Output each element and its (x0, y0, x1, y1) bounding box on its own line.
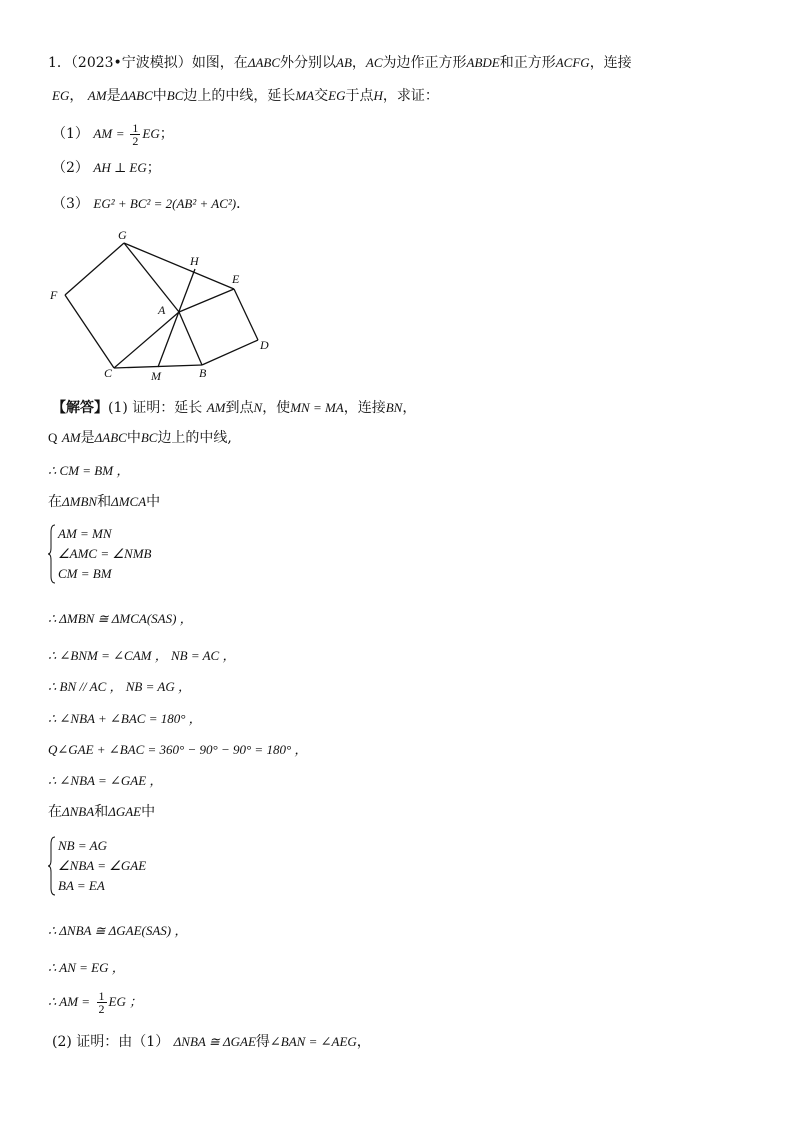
math: MN = MA (290, 400, 344, 415)
math: AB (336, 55, 352, 70)
question-label: （3） (52, 196, 89, 212)
math: AM (206, 400, 226, 415)
question-3 (52, 194, 250, 214)
denominator: 2 (98, 1001, 105, 1016)
problem-line-1 (48, 53, 632, 73)
system-lines (58, 524, 151, 584)
solution-line-5: ∴ ΔMBN ≅ ΔMCA(SAS) ， (48, 611, 193, 626)
label-e: E (232, 272, 240, 286)
math: ΔABC (247, 55, 280, 70)
segment-ag (124, 243, 179, 312)
math: ACFG (555, 55, 590, 70)
label-f: F (50, 288, 58, 302)
label-c: C (104, 366, 113, 380)
text: 边上的中线, (157, 430, 232, 446)
math: ΔABC (94, 430, 127, 445)
solution-line-8: ∴ ∠NBA + ∠BAC = 180° ， (48, 711, 202, 726)
text: 和 (94, 804, 109, 820)
system-line: AM = MN (58, 526, 112, 541)
math: Q (48, 430, 58, 445)
label-g: G (118, 228, 127, 242)
segment-ge (124, 243, 234, 289)
solution-line-4 (48, 492, 160, 512)
question-1 (52, 120, 174, 148)
brace (48, 836, 56, 896)
text: 和 (97, 494, 112, 510)
math: ABDE (466, 55, 500, 70)
question-label: （2） (52, 160, 89, 176)
segment-ba (179, 312, 202, 365)
math: BC (140, 430, 158, 445)
math: EG (328, 88, 346, 103)
math: AM (93, 126, 113, 141)
brace (48, 524, 56, 584)
geometry-figure (40, 225, 280, 387)
solution-line-3: ∴ CM = BM ， (48, 463, 130, 478)
text: ， (402, 400, 417, 416)
math: N (253, 400, 263, 415)
text: ， (356, 1034, 371, 1050)
math: ΔNBA (62, 804, 95, 819)
problem-number: 1． (48, 55, 71, 71)
text: 边上的中线，延长 (183, 88, 296, 104)
text: 到点 (225, 400, 254, 416)
segment-ae (179, 289, 234, 312)
solution-line-15 (52, 1032, 371, 1052)
label-d: D (260, 338, 269, 352)
numerator: 1 (132, 120, 139, 135)
text: 中 (152, 88, 167, 104)
fraction (97, 990, 107, 1015)
solution-line-2 (48, 428, 232, 448)
system-line: CM = BM (58, 566, 112, 581)
system-lines (58, 836, 146, 896)
math: ΔABC (120, 88, 153, 103)
text: ，连接 (589, 55, 632, 71)
text: 是 (106, 88, 121, 104)
question-label: （1） (52, 126, 89, 142)
solution-line-12: ∴ ΔNBA ≅ ΔGAE(SAS) ， (48, 923, 188, 938)
text: 在 (48, 494, 62, 510)
math: EG (142, 126, 160, 141)
math: AM (87, 88, 107, 103)
math: EG ； (108, 994, 143, 1009)
solution-tag: 【解答】 (52, 400, 108, 416)
text: 得 (255, 1034, 270, 1050)
fraction (130, 122, 140, 147)
label-b: B (199, 366, 207, 380)
system-line: ∠AMC = ∠NMB (58, 546, 152, 561)
text: ． (236, 196, 251, 212)
segment-mh (158, 269, 195, 367)
text: 于点 (345, 88, 374, 104)
text: (1) 证明：延长 (108, 400, 203, 416)
math: ∠BAN = ∠AEG (269, 1034, 357, 1049)
text: ，连接 (343, 400, 386, 416)
text: 在 (48, 804, 62, 820)
system-line: ∠NBA = ∠GAE (58, 858, 147, 873)
text: 和正方形 (499, 55, 556, 71)
math: BN (385, 400, 403, 415)
label-h: H (190, 254, 199, 268)
label-m: M (151, 369, 161, 383)
label-a: A (158, 303, 166, 317)
text: 中 (146, 494, 161, 510)
text: 中 (126, 430, 141, 446)
math: ΔGAE (108, 804, 142, 819)
math: BC (166, 88, 184, 103)
math: H (373, 88, 383, 103)
question-2 (52, 158, 161, 178)
math: = (116, 126, 124, 141)
text: ； (146, 160, 161, 176)
math: AH ⊥ EG (93, 160, 147, 175)
math: ΔMCA (111, 494, 147, 509)
text: ，使 (262, 400, 291, 416)
text: ； (159, 126, 174, 142)
segment-fc (65, 295, 114, 368)
text: ， (69, 88, 84, 104)
math: ΔNBA ≅ ΔGAE (173, 1034, 256, 1049)
math: MA (295, 88, 315, 103)
segment-gf (65, 243, 124, 295)
segment-db (202, 340, 258, 365)
solution-line-13: ∴ AN = EG ， (48, 960, 125, 975)
solution-line-11 (48, 802, 155, 822)
problem-source: （2023•宁波模拟） (70, 55, 192, 71)
denominator: 2 (132, 133, 139, 148)
segment-ed (234, 289, 258, 340)
math: ΔMBN (62, 494, 98, 509)
text: 外分别以 (280, 55, 336, 71)
solution-line-9: Q∠GAE + ∠BAC = 360° − 90° − 90° = 180° ， (48, 742, 308, 757)
solution-line-7: ∴ BN // AC ， NB = AG ， (48, 679, 191, 694)
system-line: BA = EA (58, 878, 105, 893)
problem-line-2 (52, 86, 439, 106)
text: 是 (80, 430, 95, 446)
system-line: NB = AG (58, 838, 107, 853)
solution-line-14 (48, 987, 142, 1017)
math: AM (61, 430, 81, 445)
text: 如图，在 (191, 55, 248, 71)
solution-line-10: ∴ ∠NBA = ∠GAE ， (48, 773, 163, 788)
math: ∴ AM = (48, 994, 91, 1009)
text: 为边作正方形 (382, 55, 467, 71)
solution-line-6: ∴ ∠BNM = ∠CAM ， NB = AC ， (48, 648, 236, 663)
text: ， (351, 55, 366, 71)
text: 中 (141, 804, 156, 820)
math: EG² + BC² = 2(AB² + AC²) (93, 196, 237, 211)
text: ，求证： (382, 88, 439, 104)
segment-ca (114, 312, 179, 368)
text: 交 (314, 88, 329, 104)
numerator: 1 (98, 988, 105, 1003)
text: (2) 证明：由（1） (52, 1034, 170, 1050)
math: EG (52, 88, 70, 103)
math: AC (365, 55, 383, 70)
solution-line-1 (52, 398, 416, 418)
